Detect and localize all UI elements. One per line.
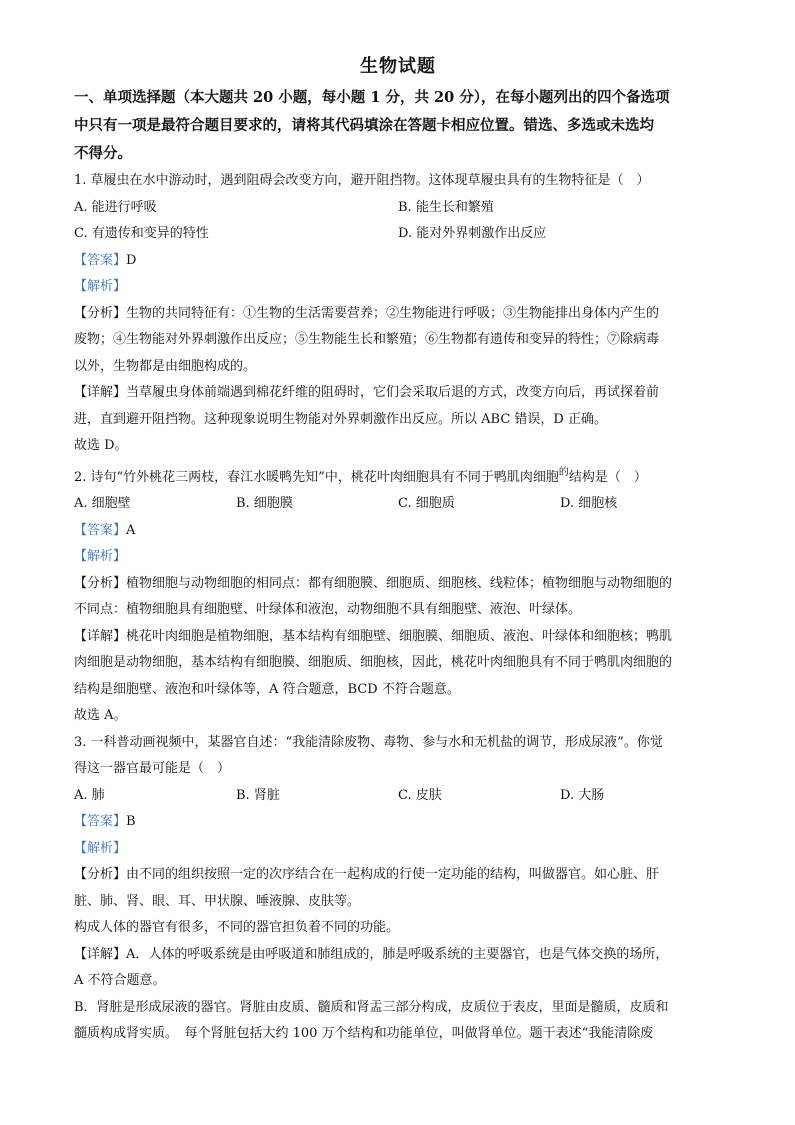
analysis-line: 【分析】植物细胞与动物细胞的相同点：都有细胞膜、细胞质、细胞核、线粒体；植物细胞与动物细胞的 [74, 575, 673, 591]
options-row [74, 195, 722, 222]
question-stem: 得这一器官最可能是（ ） [74, 761, 231, 776]
option-b: B. 能生长和繁殖 [398, 199, 494, 215]
stem-superscript: 的 [558, 466, 569, 478]
analysis-line: 构成人体的器官有很多，不同的器官担负着不同的功能。 [74, 920, 400, 935]
answer-tag: 【答案】 [74, 814, 127, 829]
detail-line: 【详解】桃花叶肉细胞是植物细胞，基本结构有细胞壁、细胞膜、细胞质、液泡、叶绿体和细胞核；鸭肌 [74, 628, 673, 644]
answer-value: D [126, 252, 137, 268]
option-c: C. 皮肤 [398, 787, 442, 803]
answer-value: B [126, 814, 136, 829]
option-a: A. 能进行呼吸 [74, 199, 157, 215]
option-d: D. 大肠 [560, 787, 605, 803]
question-2 [74, 460, 722, 730]
detail-line: 【详解】当草履虫身体前端遇到棉花纤维的阻碍时，它们会采取后退的方式，改变方向后，再试探着前 [74, 385, 660, 400]
option-d: D. 细胞核 [560, 496, 618, 511]
section-heading [74, 84, 722, 168]
detail-line: B．肾脏是形成尿液的器官。肾脏由皮质、髓质和肾盂三部分构成，皮质位于表皮，里面是髓质，皮质和 [74, 999, 669, 1015]
detail-line: 肉细胞是动物细胞，基本结构有细胞膜、细胞质、细胞核，因此，桃花叶肉细胞具有不同于鸭肌肉细胞的 [74, 655, 673, 670]
options-row [74, 783, 722, 810]
conclusion: 故选 A。 [74, 708, 127, 723]
answer-tag: 【答案】 [74, 522, 127, 538]
detail-line: 进，直到避开阻挡物。这种现象说明生物能对外界刺激作出反应。所以 ABC 错误，D 正确。 [74, 411, 607, 427]
detail-line: 【详解】A．人体的呼吸系统是由呼吸道和肺组成的，肺是呼吸系统的主要器官，也是气体交换的场所， [74, 946, 669, 962]
stem-part: 结构是（ ） [568, 469, 647, 485]
question-3 [74, 730, 722, 1048]
question-stem [74, 460, 722, 492]
question-1 [74, 168, 722, 460]
answer-line [74, 248, 722, 275]
section-heading-line: 一、单项选择题（本大题共 20 小题，每小题 1 分，共 20 分），在每小题列出的四个备选项 [74, 89, 670, 106]
question-stem: 1. 草履虫在水中游动时，遇到阻碍会改变方向，避开阻挡物。这体现草履虫具有的生物特征是（ ） [74, 173, 650, 188]
stem-part: 2. 诗句“竹外桃花三两枝，春江水暖鸭先知”中，桃花叶肉细胞具有不同于鸭肌肉细胞 [74, 469, 559, 485]
analysis-line: 【分析】由不同的组织按照一定的次序结合在一起构成的行使一定功能的结构，叫做器官。如心脏、肝 [74, 867, 660, 882]
option-a: A. 肺 [74, 787, 105, 803]
option-b: B. 细胞膜 [236, 496, 293, 511]
section-heading-line: 不得分。 [74, 145, 132, 162]
section-heading-line: 中只有一项是最符合题目要求的，请将其代码填涂在答题卡相应位置。错选、多选或未选均 [74, 117, 654, 134]
detail-line: A 不符合题意。 [74, 973, 166, 988]
analysis-tag: 【解析】 [74, 279, 127, 294]
analysis-line: 不同点：植物细胞具有细胞壁、叶绿体和液泡，动物细胞不具有细胞壁、液泡、叶绿体。 [74, 602, 582, 617]
analysis-tag: 【解析】 [74, 840, 127, 856]
option-a: A. 细胞壁 [74, 496, 131, 511]
option-d: D. 能对外界刺激作出反应 [398, 226, 547, 241]
detail-line: 结构是细胞壁、液泡和叶绿体等，A 符合题意，BCD 不符合题意。 [74, 681, 460, 697]
option-c: C. 细胞质 [398, 496, 455, 511]
analysis-tag: 【解析】 [74, 549, 127, 564]
conclusion: 故选 D。 [74, 438, 128, 453]
analysis-line: 脏、肺、肾、眼、耳、甲状腺、唾液腺、皮肤等。 [74, 893, 361, 909]
options-row [74, 221, 722, 248]
answer-line [74, 809, 722, 836]
option-b: B. 肾脏 [236, 787, 280, 803]
options-row [74, 491, 722, 518]
document-page [74, 52, 722, 1048]
question-stem: 3. 一科普动画视频中，某器官自述：“我能清除废物、毒物、参与水和无机盐的调节，形成尿液”。你觉 [74, 734, 663, 750]
page-title: 生物试题 [360, 56, 436, 77]
detail-line: 髓质构成肾实质。 每个肾脏包括大约 100 万个结构和功能单位，叫做肾单位。题干表述“我能清除废 [74, 1026, 654, 1041]
analysis-line: 废物；④生物能对外界刺激作出反应；⑤生物能生长和繁殖；⑥生物都有遗传和变异的特性；⑦除病毒 [74, 332, 660, 347]
answer-line [74, 518, 722, 545]
answer-value: A [126, 522, 136, 538]
answer-tag: 【答案】 [74, 252, 127, 268]
analysis-line: 以外，生物都是由细胞构成的。 [74, 358, 257, 374]
analysis-line: 【分析】生物的共同特征有：①生物的生活需要营养；②生物能进行呼吸；③生物能排出身体内产生的 [74, 305, 660, 321]
option-c: C. 有遗传和变异的特性 [74, 226, 209, 241]
